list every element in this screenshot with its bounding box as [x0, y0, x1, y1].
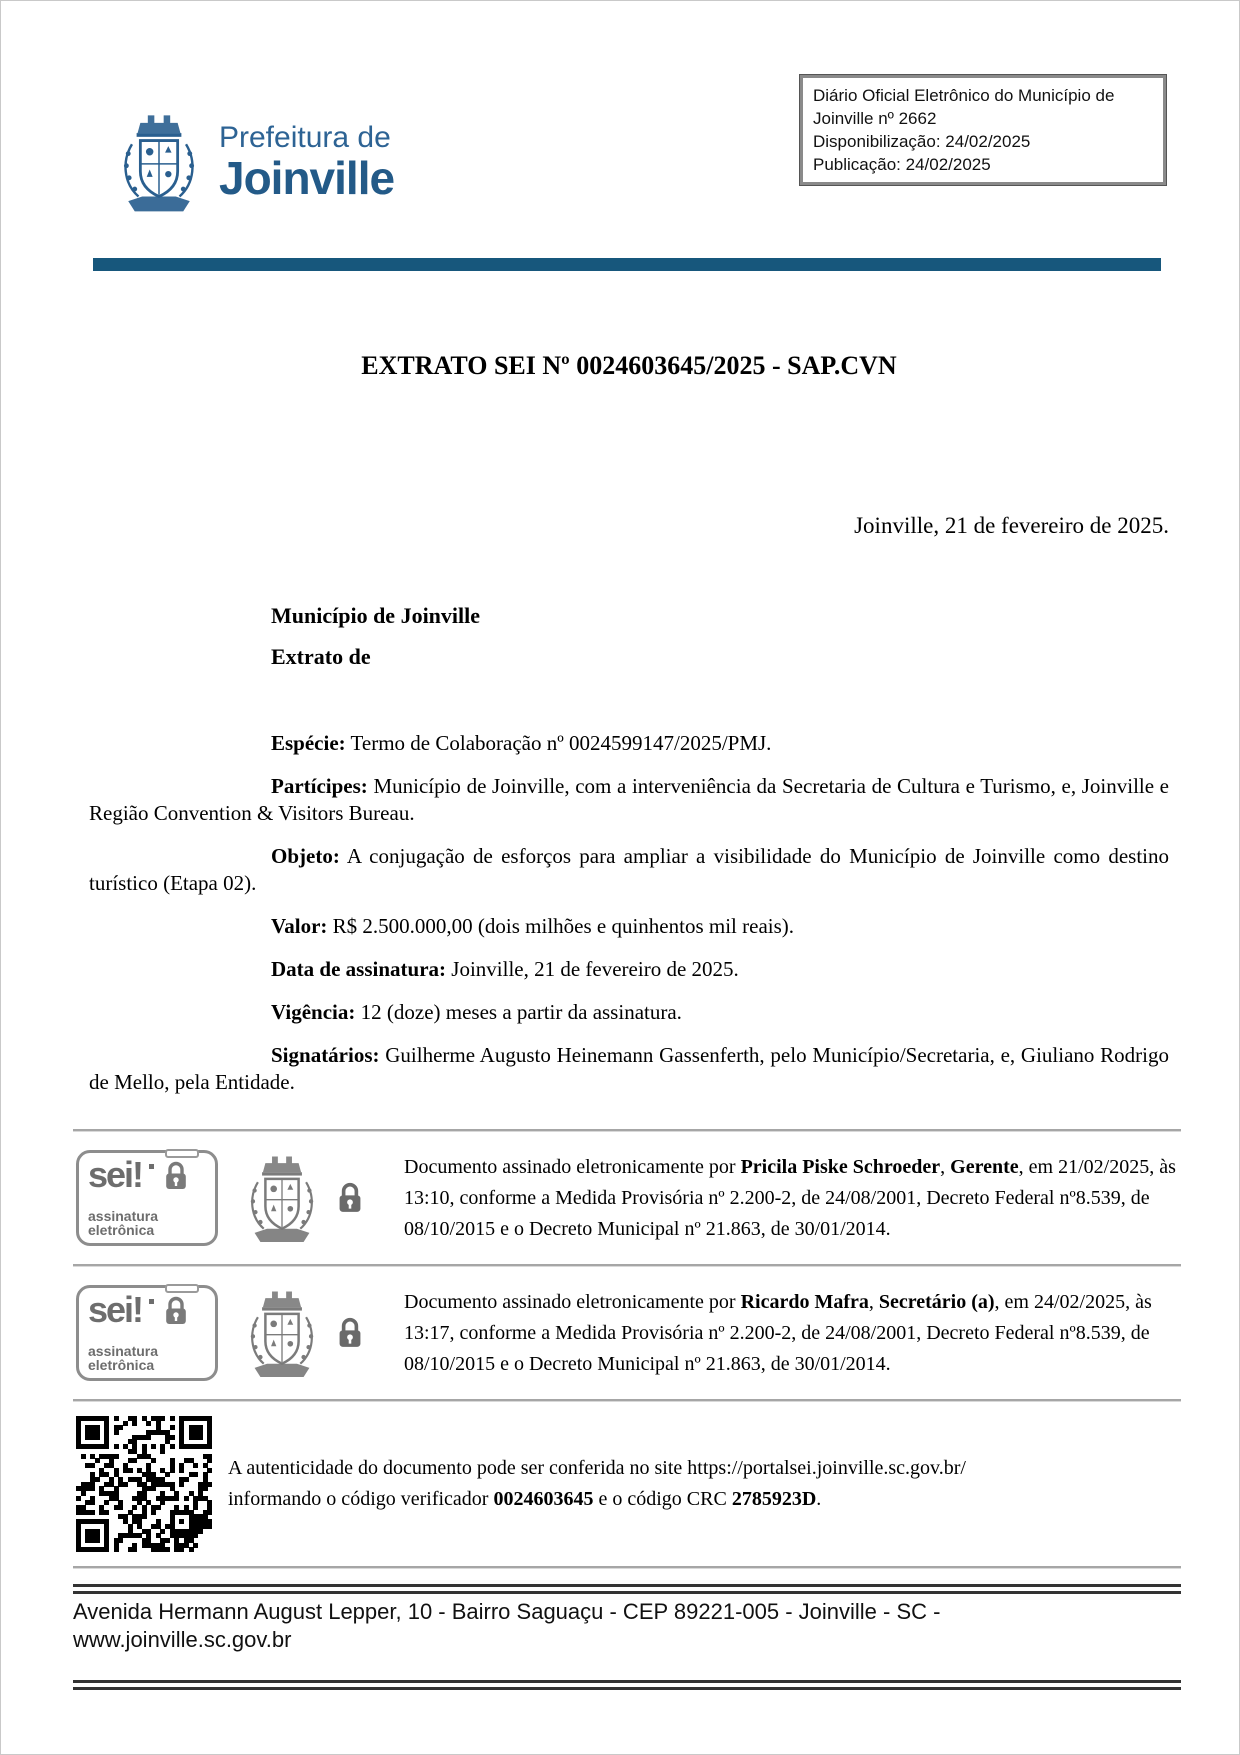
footer-address-line: Avenida Hermann August Lepper, 10 - Bairro Saguaçu - CEP 89221-005 - Joinville - SC -: [73, 1599, 941, 1624]
joinville-coat-of-arms-icon: [240, 1284, 324, 1382]
padlock-icon: [163, 1160, 189, 1192]
heading-extrato: Extrato de: [271, 644, 371, 669]
verification-row: [73, 1402, 1181, 1566]
signature-text: Documento assinado eletronicamente por: [404, 1155, 736, 1178]
paragraph-vigencia: [89, 999, 1169, 1026]
sei-caption-line: eletrônica: [88, 1222, 155, 1238]
gazette-info-line: Publicação: 24/02/2025: [813, 155, 991, 174]
signature-row: [73, 1132, 1181, 1264]
joinville-coat-of-arms-icon: [111, 107, 207, 217]
paragraph-text: Município de Joinville, com a interveniência da Secretaria de Cultura e Turismo, e, Joinville e Região Convention & Visitors Bureau.: [89, 774, 1170, 825]
gazette-info-line: Disponibilização: 24/02/2025: [813, 132, 1031, 151]
verification-line: [228, 1484, 966, 1515]
logo-text: [219, 121, 395, 204]
paragraph-text: R$ 2.500.000,00 (dois milhões e quinhentos mil reais).: [332, 914, 795, 938]
signature-text: , em 24/02/2025, às 13:17, conforme a Medida Provisória nº 2.200-2, de 24/08/2001, Decreto Federal nº8.539, de 08/10/2015 e o Decreto Municipal nº 21.863, de 30/01/2014.: [404, 1290, 1152, 1375]
sei-dot: [149, 1299, 154, 1304]
paragraph-participes: [89, 773, 1169, 827]
signer-role: Secretário (a): [878, 1290, 995, 1313]
signature-statement: [404, 1287, 1181, 1380]
paragraph-text: Guilherme Augusto Heinemann Gassenferth, pelo Município/Secretaria, e, Giuliano Rodrigo de Mello, pela Entidade.: [89, 1043, 1169, 1094]
paragraph-data-assinatura: [89, 956, 1169, 983]
paragraph-valor: [89, 913, 1169, 940]
footer-address: [73, 1598, 1181, 1654]
signer-name: Ricardo Mafra: [740, 1290, 869, 1313]
logo-text-prefeitura: Prefeitura de: [219, 121, 391, 154]
verification-text: .: [816, 1488, 822, 1510]
paragraph-text: Termo de Colaboração nº 0024599147/2025/PMJ.: [350, 731, 772, 755]
footer-website: www.joinville.sc.gov.br: [73, 1627, 292, 1652]
sei-logo-text: sei!: [88, 1289, 143, 1330]
sei-badge-caption: [88, 1344, 206, 1372]
sei-electronic-signature-badge: [76, 1150, 218, 1246]
signature-section: [73, 1129, 1181, 1569]
sei-logo-text: sei!: [88, 1154, 143, 1195]
paragraph-label: Signatários:: [271, 1043, 380, 1067]
signature-text: Documento assinado eletronicamente por: [404, 1290, 736, 1313]
signature-text: , em 21/02/2025, às 13:10, conforme a Medida Provisória nº 2.200-2, de 24/08/2001, Decreto Federal nº8.539, de 08/10/2015 e o Decreto Municipal nº 21.863, de 30/01/2014.: [404, 1155, 1176, 1240]
paragraph-especie: [89, 730, 1169, 757]
verification-line: A autenticidade do documento pode ser conferida no site https://portalsei.joinville.sc.gov.br/: [228, 1457, 966, 1479]
paragraph-label: Espécie:: [271, 731, 346, 755]
document-body: [89, 602, 1169, 1112]
prefeitura-joinville-logo: [111, 107, 394, 217]
gazette-info-line: Joinville nº 2662: [813, 109, 937, 128]
sei-badge-top: [88, 1154, 206, 1195]
sei-dot: [149, 1164, 154, 1169]
signature-text: ,: [868, 1290, 874, 1313]
gazette-info-box: [800, 75, 1166, 185]
verification-statement: [228, 1453, 966, 1515]
joinville-coat-of-arms-icon: [240, 1149, 324, 1247]
header-divider-bar: [93, 258, 1161, 271]
signature-statement: [404, 1152, 1181, 1245]
sei-electronic-signature-badge: [76, 1285, 218, 1381]
gazette-info-line: Diário Oficial Eletrônico do Município de: [813, 86, 1115, 105]
sei-badge-caption: [88, 1209, 206, 1237]
signature-text: ,: [940, 1155, 946, 1178]
paragraph-label: Objeto:: [271, 844, 340, 868]
paragraph-text: A conjugação de esforços para ampliar a visibilidade do Município de Joinville como destino turístico (Etapa 02).: [89, 844, 1170, 895]
paragraph-label: Valor:: [271, 914, 328, 938]
page-footer: [73, 1584, 1181, 1690]
verification-text: e o código CRC: [598, 1488, 727, 1510]
crc-code: 2785923D: [731, 1488, 817, 1510]
section-divider: [73, 1566, 1181, 1569]
verification-text: informando o código verificador: [228, 1488, 489, 1510]
sei-caption-line: assinatura: [88, 1208, 159, 1224]
paragraph-label: Vigência:: [271, 1000, 356, 1024]
sei-caption-line: eletrônica: [88, 1357, 155, 1373]
signature-row: [73, 1267, 1181, 1399]
logo-text-joinville: Joinville: [219, 152, 395, 204]
verifier-code: 0024603645: [493, 1488, 594, 1510]
footer-rule-bottom: [73, 1680, 1181, 1690]
heading-municipio: Município de Joinville: [271, 603, 481, 628]
municipal-crest-stamp: [240, 1149, 364, 1247]
paragraph-text: Joinville, 21 de fevereiro de 2025.: [451, 957, 739, 981]
sei-badge-top: [88, 1289, 206, 1330]
padlock-icon: [336, 1181, 364, 1215]
qr-code: [76, 1416, 212, 1552]
footer-rule-top: [73, 1584, 1181, 1594]
paragraph-objeto: [89, 843, 1169, 897]
padlock-icon: [163, 1295, 189, 1327]
municipal-crest-stamp: [240, 1284, 364, 1382]
document-title: EXTRATO SEI Nº 0024603645/2025 - SAP.CVN: [361, 351, 897, 380]
paragraph-text: 12 (doze) meses a partir da assinatura.: [360, 1000, 682, 1024]
paragraph-signatarios: [89, 1042, 1169, 1096]
padlock-icon: [336, 1316, 364, 1350]
signer-role: Gerente: [950, 1155, 1019, 1178]
signer-name: Pricila Piske Schroeder: [740, 1155, 941, 1178]
paragraph-label: Partícipes:: [271, 774, 368, 798]
paragraph-label: Data de assinatura:: [271, 957, 447, 981]
document-date-line: Joinville, 21 de fevereiro de 2025.: [854, 513, 1169, 538]
sei-caption-line: assinatura: [88, 1343, 159, 1359]
